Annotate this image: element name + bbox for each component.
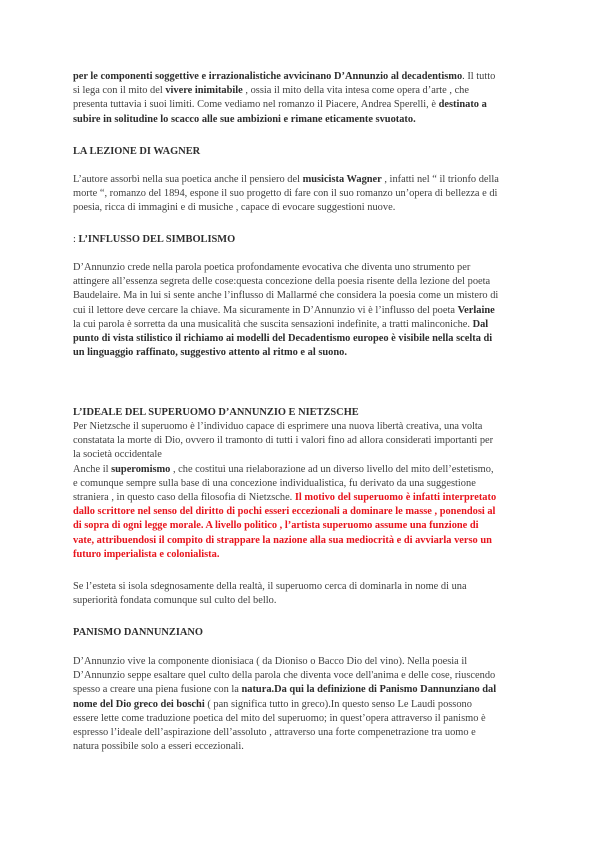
text: , ossia il mito della vita intesa come opera d’arte , che bbox=[242, 85, 469, 97]
text: essere lette come traduzione poetica del mito del superuomo; in quest’opera attraverso il panismo è bbox=[73, 712, 486, 724]
text: D’Annunzio seppe esaltare quel culto della parola che diventa voce dell'anima e delle cose, riuscendo bbox=[73, 670, 496, 682]
text: dallo scrittore nel senso del diritto di pochi esseri eccezionali a dominare le masse , ponendosi al bbox=[73, 506, 496, 518]
text: Per Nietzsche il superuomo è l’individuo capace di esprimere una nuova libertà creativa, una volta bbox=[73, 421, 483, 432]
text: natura.Da qui la definizione di Panismo Dannunziano dal bbox=[241, 684, 497, 696]
heading-text: L’INFLUSSO DEL SIMBOLISMO bbox=[78, 234, 236, 245]
text: vivere inimitabile bbox=[165, 85, 243, 97]
text: e comunque sempre sulla base di una concezione individualistica, fu derivato da una suggestione bbox=[73, 477, 476, 489]
text: Dal bbox=[472, 318, 489, 330]
paragraph-superuomo bbox=[73, 420, 525, 562]
text: . Il tutto bbox=[462, 71, 496, 82]
text: Baudelaire. Ma in lui si sente anche l’influsso di Mallarmé che considera la poesia come un mistero di bbox=[73, 290, 499, 302]
section-heading-panismo: PANISMO DANNUNZIANO bbox=[73, 627, 203, 638]
text: D’Annunzio crede nella parola poetica profondamente evocativa che diventa uno strumento per bbox=[73, 262, 471, 273]
text: si lega con il mito del bbox=[73, 85, 166, 97]
text: superomismo bbox=[111, 463, 171, 475]
text: futuro imperialista e colonialista. bbox=[73, 548, 220, 560]
text: , infatti nel “ il trionfo della bbox=[381, 174, 499, 185]
text: , che costituì una rielaborazione ad un diverso livello del mito dell’estetismo, bbox=[170, 463, 494, 475]
text: musicista Wagner bbox=[302, 174, 382, 185]
text: L’autore assorbì nella sua poetica anche il pensiero del bbox=[73, 174, 303, 185]
text: presenta tuttavia i suoi limiti. Come vediamo nel romanzo il Piacere, Andrea Sperelli, è bbox=[73, 99, 439, 111]
text: la società occidentale bbox=[73, 449, 162, 461]
text: la cui parola è sorretta da una musicalità che suscita sensazioni indefinite, a tratti malinconiche. bbox=[73, 318, 473, 330]
paragraph-simbolismo bbox=[73, 261, 525, 360]
paragraph-decadentismo bbox=[73, 70, 525, 127]
text: D’Annunzio vive la componente dionisiaca ( da Dioniso o Bacco Dio del vino). Nella poesia il bbox=[73, 656, 468, 667]
text: straniera , in questo caso della filosofia di Nietzsche. bbox=[73, 492, 295, 504]
paragraph-wagner bbox=[73, 173, 525, 216]
paragraph-esteta bbox=[73, 580, 525, 608]
text: Il motivo del superuomo è infatti interpretato bbox=[294, 492, 497, 504]
section-heading-wagner: LA LEZIONE DI WAGNER bbox=[73, 146, 201, 157]
text: per le componenti soggettive e irrazionalistiche avvicinano D’Annunzio al decadentismo bbox=[73, 71, 463, 82]
text: constatata la morte di Dio, ovvero il tramonto di tutti i valori fino ad allora considerati importanti per bbox=[73, 435, 494, 447]
text: nome del Dio greco dei boschi bbox=[73, 698, 205, 710]
section-heading-superuomo: L’IDEALE DEL SUPERUOMO D’ANNUNZIO E NIETZSCHE bbox=[73, 407, 359, 418]
text: di sopra di ogni legge morale. A livello politico , l’artista superuomo assume una funzione di bbox=[73, 520, 479, 532]
text: destinato a bbox=[438, 99, 487, 111]
text: punto di vista stilistico il richiamo ai modelli del Decadentismo europeo è visibile nella scelta di bbox=[73, 333, 493, 345]
text: vate, attribuendosi il compito di strappare la nazione alla sua mediocrità e di avviarla verso un bbox=[73, 534, 492, 546]
text: espresso l’ideale dell’aspirazione dell’assoluto , attraverso una forte compenetrazione tra uomo e bbox=[73, 727, 476, 739]
section-heading-simbolismo bbox=[73, 233, 235, 247]
text: spesso a creare una piena fusione con la bbox=[73, 684, 242, 696]
paragraph-panismo bbox=[73, 655, 525, 754]
text: un linguaggio raffinato, suggestivo attento al ritmo e al suono. bbox=[73, 347, 347, 359]
text: superiorità fondata comunque sul culto del bello. bbox=[73, 595, 277, 607]
text: Verlaine bbox=[457, 304, 495, 316]
text: attingere all’essenza segreta delle cose:questa concezione della poesia risente della lezione del poeta bbox=[73, 276, 491, 288]
text: Se l’esteta si isola sdegnosamente della realtà, il superuomo cerca di dominarla in nome di una bbox=[73, 581, 467, 592]
text: Anche il bbox=[73, 463, 112, 475]
text: ( pan significa tutto in greco).In questo senso Le Laudi possono bbox=[204, 698, 472, 710]
text: cui il lettore deve cercare la chiave. Ma sicuramente in D’Annunzio vi è l’influsso del poeta bbox=[73, 304, 458, 316]
text: poesia, ricca di immagini e di musiche , capace di evocare suggestioni nuove. bbox=[73, 202, 396, 214]
text: subire in solitudine lo scacco alle sue ambizioni e rimane eticamente svuotato. bbox=[73, 113, 416, 125]
heading-prefix: : bbox=[73, 234, 79, 245]
text: morte “, romanzo del 1894, espone il suo progetto di fare con il suo romanzo un’opera di bellezza e di bbox=[73, 188, 498, 200]
text: natura possibile solo a esseri eccezionali. bbox=[73, 741, 244, 753]
